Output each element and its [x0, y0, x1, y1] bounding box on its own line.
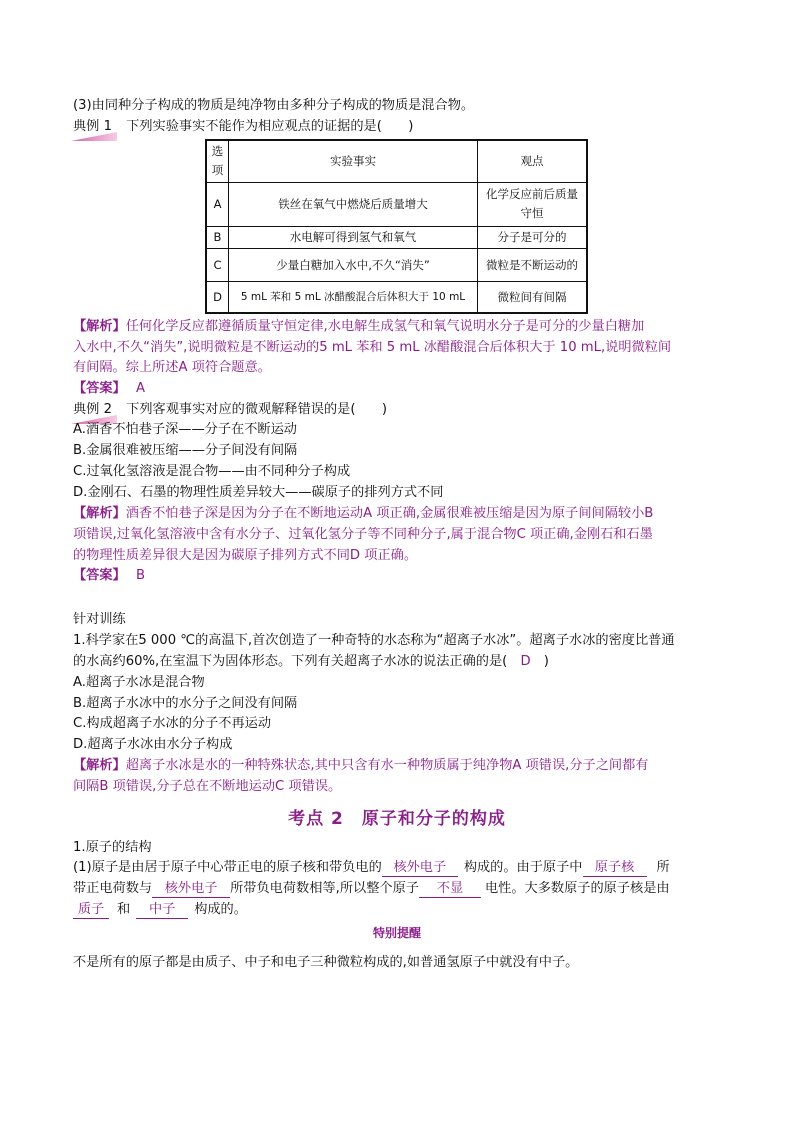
table-cell-option: A: [206, 182, 229, 226]
table-cell-view: 微粒间有间隔: [478, 281, 588, 313]
table-header-option: 选项: [206, 140, 229, 182]
example2-option: C.过氧化氢溶液是混合物——由不同种分子构成: [73, 464, 351, 479]
training-option: A.超离子水冰是混合物: [73, 675, 205, 690]
training-option: B.超离子水冰中的水分子之间没有间隔: [73, 696, 298, 711]
example1-question-line: [73, 117, 723, 137]
example2-analysis-line-2: 项错误,过氧化氢溶液中含有水分子、过氧化氢分子等不同种分子,属于混合物C 项正确,金刚石和石墨: [73, 527, 653, 542]
experiment-table: [205, 139, 588, 314]
fill-blank: 核外电子: [382, 859, 458, 877]
example1-analysis-line-3: 有间隔。综上所述A 项符合题意。: [73, 360, 271, 375]
example2-option: B.金属很难被压缩——分子间没有间隔: [73, 443, 298, 458]
example2-option: A.酒香不怕巷子深——分子在不断运动: [73, 422, 297, 437]
section-paragraph-line-2: 带正电荷数与 核外电子 所带负电荷数相等,所以整个原子 不显 电性。大多数原子的原子核是由: [73, 881, 670, 896]
table-header-row: [206, 140, 587, 182]
table-cell-option: D: [206, 281, 229, 313]
training-option: D.超离子水冰由水分子构成: [73, 737, 233, 752]
table-cell-view: 化学反应前后质量守恒: [478, 182, 588, 226]
answer-label: 【答案】: [73, 568, 126, 583]
example2-analysis-line-1: 【解析】酒香不怕巷子深是因为分子在不断地运动A 项正确,金属很难被压缩是因为原子间间隔较小B: [73, 506, 654, 521]
table-cell-fact: 少量白糖加入水中,不久“消失”: [229, 248, 478, 281]
table-cell-view: 微粒是不断运动的: [478, 248, 588, 281]
table-row: [206, 182, 587, 226]
training-q1-line-2: 的水高约60%,在室温下为固体形态。下列有关超离子水冰的说法正确的是( D ): [73, 654, 549, 669]
training-q1-answer: D: [520, 654, 531, 669]
answer-label: 【答案】: [73, 381, 126, 396]
example2-question: 下列客观事实对应的微观解释错误的是( ): [126, 402, 388, 417]
training-q1-line-1: 1.科学家在5 000 ℃的高温下,首次创造了一种奇特的水态称为“超离子水冰”。超离子水冰的密度比普通: [73, 633, 675, 648]
section-title: 考点 2 原子和分子的构成: [288, 809, 506, 829]
table-cell-fact: 铁丝在氧气中燃烧后质量增大: [229, 182, 478, 226]
example1-question: 下列实验事实不能作为相应观点的证据的是( ): [126, 119, 414, 134]
example1-analysis-line-2: 入水中,不久“消失”,说明微粒是不断运动的5 mL 苯和 5 mL 冰醋酸混合后体积大于 10 mL,说明微粒间: [73, 340, 672, 355]
table-row: [206, 248, 587, 281]
example1-answer: [73, 379, 723, 399]
example1-analysis-line-1: 【解析】任何化学反应都遵循质量守恒定律,水电解生成氢气和氧气说明水分子是可分的少量白糖加: [73, 319, 645, 334]
training-analysis-line-1: 【解析】超离子水冰是水的一种特殊状态,其中只含有水一种物质属于纯净物A 项错误,分子之间都有: [73, 758, 649, 773]
tip-text: 不是所有的原子都是由质子、中子和电子三种微粒构成的,如普通氢原子中就没有中子。: [73, 955, 579, 970]
analysis-label: 【解析】: [73, 758, 126, 773]
table-cell-option: C: [206, 248, 229, 281]
fill-blank: 质子: [73, 901, 109, 919]
example2-question-line: [73, 400, 723, 420]
table-header-fact: 实验事实: [229, 140, 478, 182]
training-option: C.构成超离子水冰的分子不再运动: [73, 716, 272, 731]
example2-label: 典例 2: [73, 402, 112, 417]
training-analysis-line-2: 间隔B 项错误,分子总在不断地运动C 项错误。: [73, 779, 342, 794]
analysis-label: 【解析】: [73, 319, 126, 334]
example2-analysis-line-3: 的物理性质差异很大是因为碳原子排列方式不同D 项正确。: [73, 548, 418, 563]
training-title: 针对训练: [73, 612, 126, 627]
table-cell-view: 分子是可分的: [478, 226, 588, 248]
table-cell-fact: 水电解可得到氢气和氧气: [229, 226, 478, 248]
analysis-label: 【解析】: [73, 506, 126, 521]
table-cell-option: B: [206, 226, 229, 248]
table-cell-fact: 5 mL 苯和 5 mL 冰醋酸混合后体积大于 10 mL: [229, 281, 478, 313]
table-row: [206, 226, 587, 248]
fill-blank: 核外电子: [152, 880, 230, 898]
example2-option: D.金刚石、石墨的物理性质差异较大——碳原子的排列方式不同: [73, 485, 444, 500]
fill-blank: 原子核: [583, 859, 647, 877]
section-paragraph-line-1: (1)原子是由居于原子中心带正电的原子核和带负电的 核外电子 构成的。由于原子中 原子核 所: [73, 860, 670, 875]
section-paragraph-line-3: 质子 和 中子 构成的。: [73, 900, 723, 920]
example1-label: 典例 1: [73, 119, 112, 134]
fill-blank: 中子: [136, 901, 188, 919]
fill-blank: 不显: [419, 880, 481, 898]
tip-title: 特别提醒: [372, 926, 421, 940]
answer-value: A: [135, 381, 145, 396]
section-sub-title: 1.原子的结构: [73, 840, 152, 855]
table-header-view: 观点: [478, 140, 588, 182]
table-row: [206, 281, 587, 313]
answer-value: B: [135, 568, 146, 583]
example2-answer: [73, 566, 723, 586]
intro-line: (3)由同种分子构成的物质是纯净物由多种分子构成的物质是混合物。: [73, 98, 475, 113]
